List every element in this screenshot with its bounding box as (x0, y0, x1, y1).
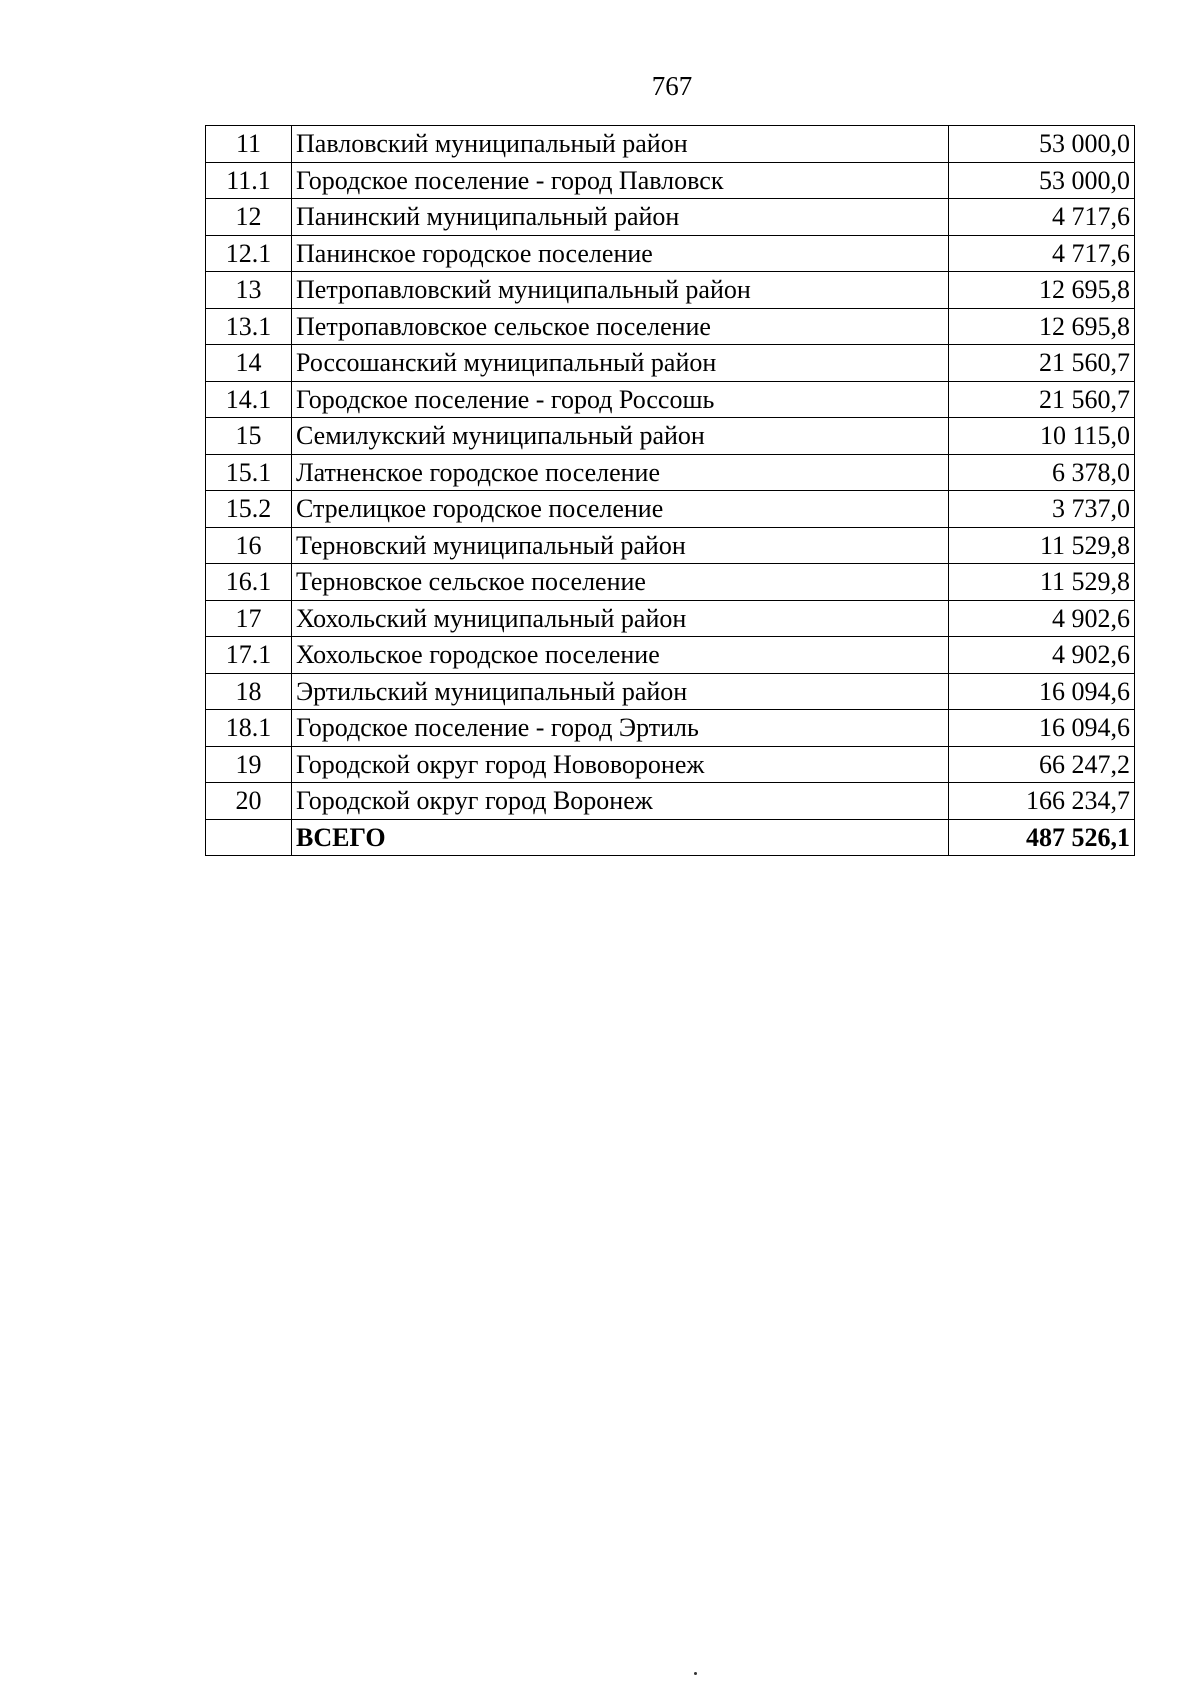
table-row (206, 600, 1135, 637)
row-name-cell: Стрелицкое городское поселение (292, 491, 949, 528)
row-amount-cell: 4 902,6 (949, 600, 1135, 637)
table-row (206, 746, 1135, 783)
row-name-cell: Россошанский муниципальный район (292, 345, 949, 382)
row-amount-cell: 53 000,0 (949, 162, 1135, 199)
row-number-cell: 11 (206, 126, 292, 163)
row-name-cell: Панинский муниципальный район (292, 199, 949, 236)
row-number-cell: 13 (206, 272, 292, 309)
page-number: 767 (651, 71, 693, 101)
row-name-cell: Городское поселение - город Эртиль (292, 710, 949, 747)
row-number-cell: 17.1 (206, 637, 292, 674)
row-amount-cell: 53 000,0 (949, 126, 1135, 163)
row-amount-cell: 11 529,8 (949, 527, 1135, 564)
row-number-cell: 15.2 (206, 491, 292, 528)
row-name-cell: Городской округ город Воронеж (292, 783, 949, 820)
row-number-cell: 11.1 (206, 162, 292, 199)
row-amount-cell: 16 094,6 (949, 673, 1135, 710)
table-row (206, 126, 1135, 163)
total-amount-cell: 487 526,1 (949, 819, 1135, 856)
row-amount-cell: 3 737,0 (949, 491, 1135, 528)
row-amount-cell: 4 717,6 (949, 199, 1135, 236)
row-amount-cell: 6 378,0 (949, 454, 1135, 491)
row-number-cell: 16 (206, 527, 292, 564)
total-row (206, 819, 1135, 856)
row-name-cell: Городское поселение - город Россошь (292, 381, 949, 418)
table-row (206, 345, 1135, 382)
row-name-cell: Терновский муниципальный район (292, 527, 949, 564)
row-name-cell: Семилукский муниципальный район (292, 418, 949, 455)
table-row (206, 527, 1135, 564)
row-number-cell: 20 (206, 783, 292, 820)
table-row (206, 564, 1135, 601)
row-number-cell: 18 (206, 673, 292, 710)
table-row (206, 454, 1135, 491)
row-amount-cell: 16 094,6 (949, 710, 1135, 747)
row-amount-cell: 12 695,8 (949, 272, 1135, 309)
table-row (206, 381, 1135, 418)
row-number-cell: 14 (206, 345, 292, 382)
row-amount-cell: 11 529,8 (949, 564, 1135, 601)
row-name-cell: Латненское городское поселение (292, 454, 949, 491)
row-name-cell: Панинское городское поселение (292, 235, 949, 272)
row-name-cell: Терновское сельское поселение (292, 564, 949, 601)
row-name-cell: Городское поселение - город Павловск (292, 162, 949, 199)
row-amount-cell: 4 902,6 (949, 637, 1135, 674)
row-name-cell: Эртильский муниципальный район (292, 673, 949, 710)
row-amount-cell: 21 560,7 (949, 345, 1135, 382)
row-number-cell: 19 (206, 746, 292, 783)
table-row (206, 199, 1135, 236)
row-amount-cell: 10 115,0 (949, 418, 1135, 455)
row-name-cell: Городской округ город Нововоронеж (292, 746, 949, 783)
row-amount-cell: 21 560,7 (949, 381, 1135, 418)
row-name-cell: Павловский муниципальный район (292, 126, 949, 163)
table-row (206, 308, 1135, 345)
row-amount-cell: 12 695,8 (949, 308, 1135, 345)
table-row (206, 162, 1135, 199)
row-number-cell: 15 (206, 418, 292, 455)
table-body (206, 126, 1135, 856)
row-name-cell: Хохольское городское поселение (292, 637, 949, 674)
total-number-cell (206, 819, 292, 856)
table-row (206, 783, 1135, 820)
row-number-cell: 15.1 (206, 454, 292, 491)
row-number-cell: 12.1 (206, 235, 292, 272)
row-amount-cell: 166 234,7 (949, 783, 1135, 820)
total-label-cell: ВСЕГО (292, 819, 949, 856)
row-number-cell: 16.1 (206, 564, 292, 601)
row-number-cell: 12 (206, 199, 292, 236)
row-amount-cell: 4 717,6 (949, 235, 1135, 272)
row-number-cell: 14.1 (206, 381, 292, 418)
row-number-cell: 18.1 (206, 710, 292, 747)
table-row (206, 418, 1135, 455)
table-row (206, 491, 1135, 528)
table-row (206, 235, 1135, 272)
row-number-cell: 17 (206, 600, 292, 637)
row-name-cell: Петропавловский муниципальный район (292, 272, 949, 309)
row-number-cell: 13.1 (206, 308, 292, 345)
row-amount-cell: 66 247,2 (949, 746, 1135, 783)
row-name-cell: Хохольский муниципальный район (292, 600, 949, 637)
table-row (206, 673, 1135, 710)
scan-speck (694, 1672, 697, 1675)
budget-table (205, 125, 1135, 856)
table-row (206, 272, 1135, 309)
row-name-cell: Петропавловское сельское поселение (292, 308, 949, 345)
table-row (206, 710, 1135, 747)
table-row (206, 637, 1135, 674)
